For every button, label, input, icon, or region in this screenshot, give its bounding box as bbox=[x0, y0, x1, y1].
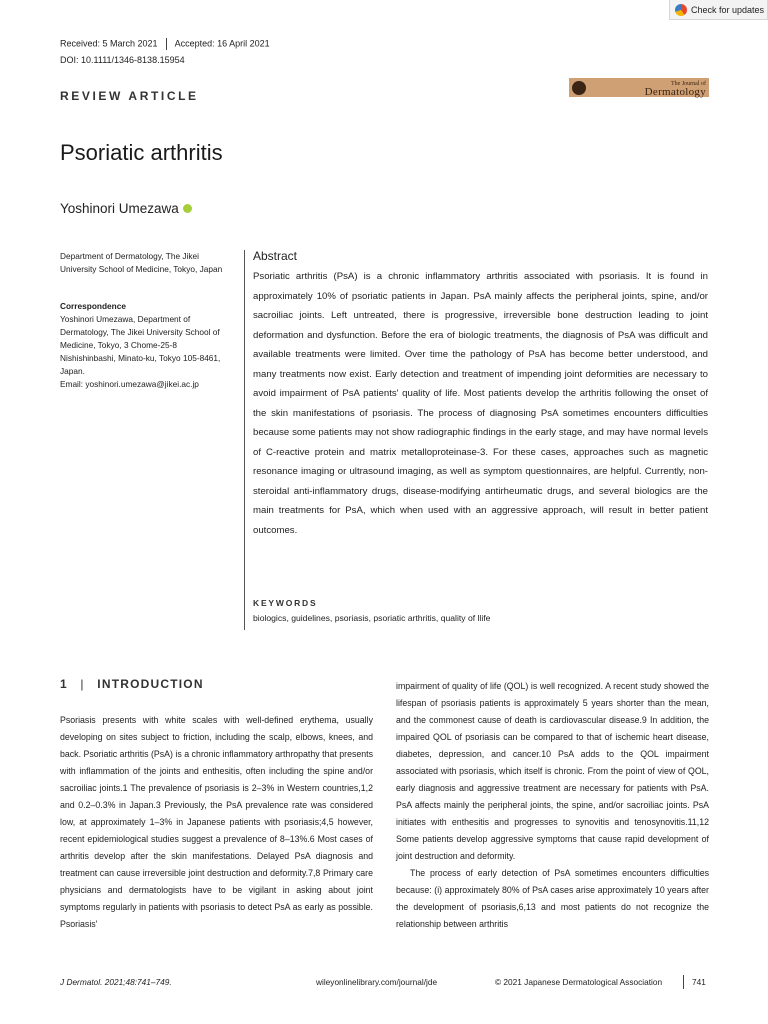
author-line bbox=[60, 201, 192, 216]
body-column-right bbox=[396, 678, 709, 933]
intro-paragraph-1: Psoriasis presents with white scales with well-defined erythema, usually developing on sites subject to friction, including the scalp, elbows, knees, and back. Psoriatic arthritis (PsA) is a chronic inflammatory arthropathy that presents with inflammation of the joints and enthesitis, often including the spine and/or sacroiliac joints.1 The prevalence of psoriasis is 2–3% in Western countries,1,2 and 0.2–0.3% in Japan.3 Previously, the PsA prevalence rate was considered low, at approximately 1–3% in Japanese patients with psoriasis;4,5 however, recent epidemiological studies suggest a prevalence of 8–13%.6 Most cases of arthritis develop after the skin manifestations. Delayed PsA diagnosis and treatment can cause irreversible joint destruction and deformity.7,8 Primary care physicians and dermatologists have to be vigilant in asking about joint symptoms regularly in patients with psoriasis to detect PsA as early as possible. Psoriasis' bbox=[60, 715, 373, 929]
journal-logo bbox=[569, 78, 709, 97]
intro-paragraph-2: The process of early detection of PsA sometimes encounters difficulties because: (i) approximately 80% of PsA cases arise approximately 10 years after the development of psoriasis,6,13 and most patients do not recognize the relationship between arthritis bbox=[396, 868, 709, 929]
journal-logo-small: The Journal of bbox=[671, 80, 706, 87]
dates-line bbox=[60, 38, 270, 50]
correspondence-body: Yoshinori Umezawa, Department of Dermatology, The Jikei University School of Medicine, Tokyo, 3 Chome-25-8 Nishishinbashi, Minato-ku, Tokyo 105-8461, Japan. bbox=[60, 314, 221, 376]
accepted-date: Accepted: 16 April 2021 bbox=[174, 38, 270, 49]
footer-url[interactable]: wileyonlinelibrary.com/journal/jde bbox=[316, 977, 438, 987]
orcid-icon[interactable] bbox=[183, 204, 192, 213]
association-emblem-icon bbox=[572, 81, 586, 95]
check-for-updates-button[interactable] bbox=[669, 0, 768, 20]
divider bbox=[166, 38, 167, 50]
crossmark-icon bbox=[675, 4, 687, 16]
check-updates-label: Check for updates bbox=[691, 4, 765, 15]
abstract-divider bbox=[244, 250, 245, 630]
article-title: Psoriatic arthritis bbox=[60, 140, 223, 165]
journal-logo-name: Dermatology bbox=[644, 85, 706, 98]
author-name: Yoshinori Umezawa bbox=[60, 201, 179, 216]
correspondence-heading: Correspondence bbox=[60, 301, 126, 311]
footer-citation: J Dermatol. 2021;48:741–749. bbox=[60, 977, 172, 987]
section-number: 1 bbox=[60, 677, 68, 691]
abstract-heading: Abstract bbox=[253, 249, 298, 263]
footer-divider bbox=[683, 975, 684, 989]
article-type: REVIEW ARTICLE bbox=[60, 89, 199, 103]
doi: DOI: 10.1111/1346-8138.15954 bbox=[60, 55, 185, 65]
abstract-text: Psoriatic arthritis (PsA) is a chronic inflammatory arthritis associated with psoriasis. It is found in approximately 10% of psoriatic patients in Japan. PsA mainly affects the peripheral joints, spine, and/or sacroiliac joints. Left untreated, there is progressive, irreversible bone destruction leading to joint deformation and dysfunction. Before the era of biologic treatments, the diagnosis of PsA was difficult and available treatments were limited. Over time the pathology of PsA has become better understood, and many treatments now exist. Early detection and treatment of impending joint deformities are necessary to avoid impairment of PsA patients' quality of life. Most patients develop the arthritis following the onset of the skin manifestations of psoriasis. The process of diagnosing PsA sometimes encounters difficulties because some patients may not show radiographic findings in the early stage, and may have normal levels of C-reactive protein and matrix metalloproteinase-3. For these cases, approaches such as magnetic resonance imaging or ultrasound imaging, as well as symptom questionnaires, are helpful. Currently, non-steroidal anti-inflammatory drugs, disease-modifying antirheumatic drugs, and several biologics are the main treatments for PsA, which when used with an aggressive approach, will result in better patient outcomes. bbox=[253, 271, 708, 536]
keywords-heading: KEYWORDS bbox=[253, 598, 318, 608]
received-date: Received: 5 March 2021 bbox=[60, 38, 158, 49]
affiliation: Department of Dermatology, The Jikei University School of Medicine, Tokyo, Japan bbox=[60, 251, 223, 274]
section-heading: 1 | INTRODUCTION bbox=[60, 677, 204, 691]
section-title: INTRODUCTION bbox=[97, 677, 204, 691]
correspondence bbox=[60, 300, 230, 391]
intro-paragraph-1-cont: impairment of quality of life (QOL) is well recognized. A recent study showed the lifespan of psoriasis patients is approximately 5 years shorter than the mean, and the commonest cause of death is cardiovascular disease.9 In addition, the impaired QOL of psoriasis can be compared to that of ischemic heart disease, diabetes, depression, and cancer.10 PsA adds to the QOL impairment associated with psoriasis, which itself is chronic. From the point of view of QOL, early diagnosis and aggressive treatment are necessary for patients with PsA. PsA affects mainly the peripheral joints, the spine, and/or sacroiliac joints. PsA initiates with enthesitis and progresses to synovitis and tenosynovitis.11,12 Some patients develop aggressive symptoms that cause rapid development of joint destruction and deformity. bbox=[396, 681, 709, 861]
body-column-left bbox=[60, 712, 373, 933]
correspondence-email[interactable]: Email: yoshinori.umezawa@jikei.ac.jp bbox=[60, 379, 199, 389]
keywords-list: biologics, guidelines, psoriasis, psoriatic arthritis, quality of llife bbox=[253, 613, 491, 623]
footer-copyright: © 2021 Japanese Dermatological Association bbox=[495, 977, 663, 987]
page-number: 741 bbox=[692, 977, 706, 987]
